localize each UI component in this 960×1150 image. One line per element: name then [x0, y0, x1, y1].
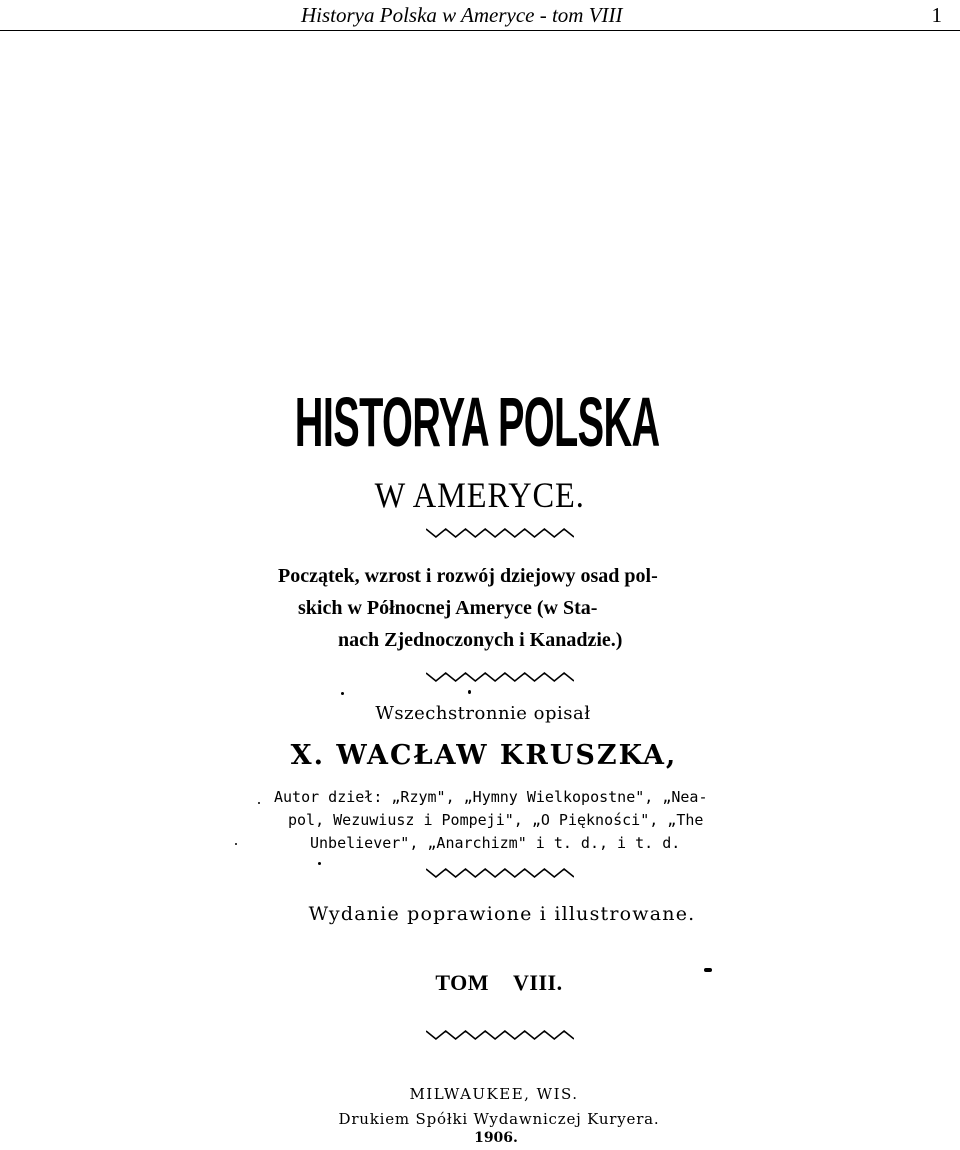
scan-speck: [341, 692, 344, 695]
volume-number: VIII.: [513, 970, 563, 995]
ornament-zigzag: [426, 526, 574, 540]
printer: Drukiem Spółki Wydawniczej Kuryera.: [338, 1110, 660, 1128]
subtitle-text: W AMERYCE.: [374, 475, 586, 515]
ornament-zigzag-line: [426, 869, 574, 877]
running-header: [0, 0, 960, 31]
works-line: Autor dzieł: „Rzym", „Hymny Wielkopostne", „Nea-: [274, 788, 708, 806]
ornament-divider-3: [426, 866, 574, 880]
ornament-divider-2: [426, 670, 574, 684]
ornament-zigzag-line: [426, 1031, 574, 1039]
scan-speck: [235, 843, 237, 845]
subtitle: [0, 474, 960, 516]
ornament-divider-1: [426, 526, 574, 540]
scan-speck: [258, 802, 260, 804]
volume: [0, 970, 960, 996]
description: [272, 560, 732, 656]
ornament-zigzag-line: [426, 529, 574, 537]
page-number: 1: [931, 3, 942, 27]
description-line: skich w Północnej Ameryce (w Sta-: [298, 597, 598, 619]
ornament-zigzag-line: [426, 673, 574, 681]
running-title: Historya Polska w Ameryce - tom VIII: [301, 3, 623, 27]
publication-place: MILWAUKEE, WIS.: [409, 1085, 579, 1103]
main-title-text: HISTORYA POLSKA: [294, 383, 660, 461]
ornament-zigzag: [426, 1028, 574, 1042]
author-works: [272, 786, 742, 855]
description-line: nach Zjednoczonych i Kanadzie.): [338, 629, 623, 651]
edition-note: Wydanie poprawione i illustrowane.: [308, 903, 696, 925]
ornament-zigzag: [426, 866, 574, 880]
works-line: Unbeliever", „Anarchizm" i t. d., i t. d.: [310, 834, 681, 852]
ornament-zigzag: [426, 670, 574, 684]
publication-year: 1906.: [474, 1130, 518, 1146]
scan-speck: [318, 862, 321, 865]
description-line: Początek, wzrost i rozwój dziejowy osad pol-: [278, 565, 658, 587]
main-title: [0, 382, 960, 462]
works-line: pol, Wezuwiusz i Pompeji", „O Piękności", „The: [288, 811, 704, 829]
volume-label: TOM: [435, 970, 490, 995]
attribution: Wszechstronnie opisał: [375, 703, 591, 724]
scan-speck: [468, 690, 471, 694]
scan-speck: [704, 968, 712, 972]
author-name: X. WACŁAW KRUSZKA,: [290, 740, 678, 771]
ornament-divider-4: [426, 1028, 574, 1042]
